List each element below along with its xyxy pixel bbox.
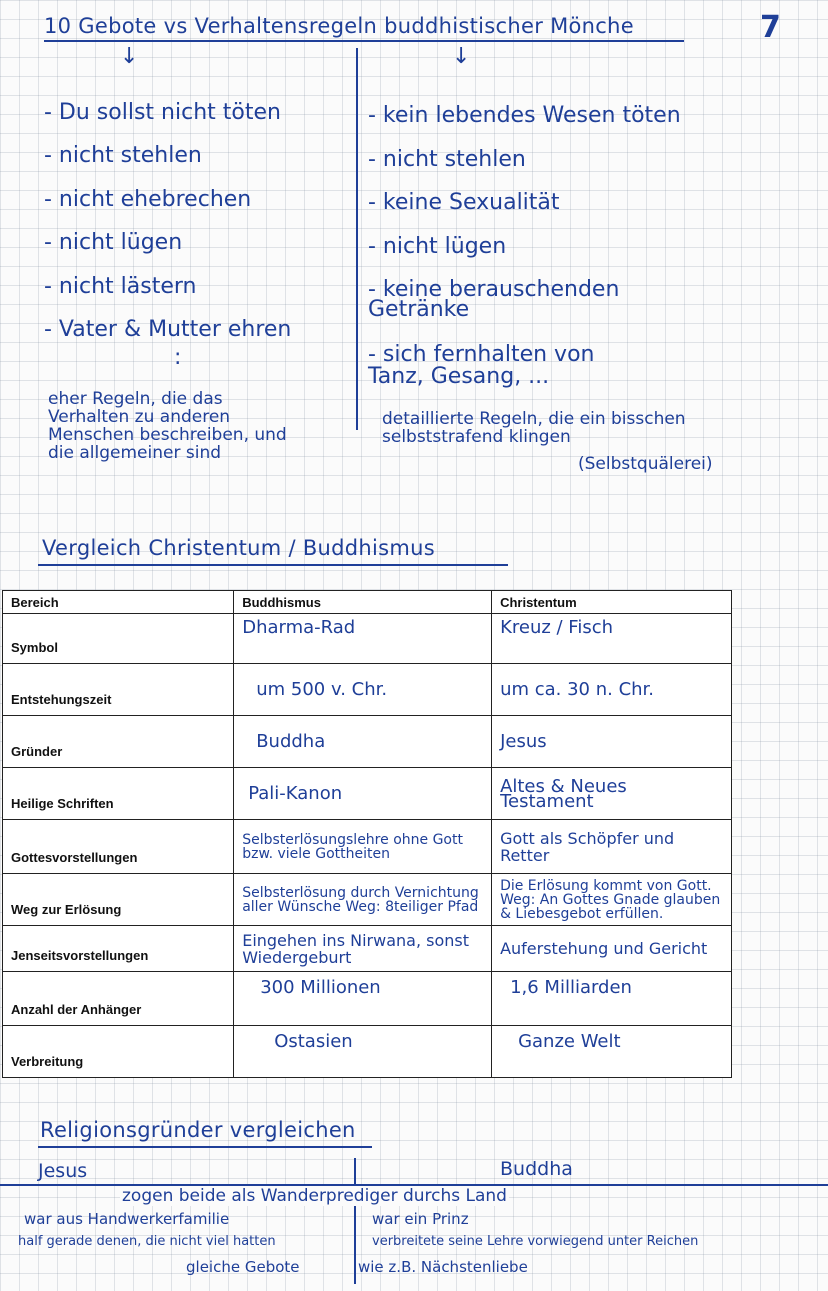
cell-buddhism: Buddha [234, 716, 492, 768]
list-item: - keine berauschenden Getränke [368, 277, 620, 322]
cell-christianity: 1,6 Milliarden [492, 972, 732, 1026]
shared-rules-example: wie z.B. Nächstenliebe [358, 1258, 528, 1276]
row-label: Gründer [3, 716, 234, 768]
list-item: - keine Sexualität [368, 190, 560, 215]
table-row [3, 926, 732, 972]
list-item: - nicht lügen [44, 230, 183, 255]
cell-christianity: Altes & Neues Testament [492, 768, 732, 820]
row-label: Entstehungszeit [3, 664, 234, 716]
list-item: - nicht stehlen [368, 147, 526, 172]
table-row [3, 768, 732, 820]
cell-buddhism: um 500 v. Chr. [234, 664, 492, 716]
list-item: - nicht lästern [44, 274, 197, 299]
row-label: Verbreitung [3, 1026, 234, 1078]
table-row [3, 716, 732, 768]
arrow-down-icon: ↓ [120, 44, 139, 69]
header-area: Bereich [3, 591, 234, 614]
list-item: - nicht lügen [368, 234, 507, 259]
jesus-origin: war aus Handwerkerfamilie [24, 1210, 230, 1228]
cell-christianity: Ganze Welt [492, 1026, 732, 1078]
row-label: Weg zur Erlösung [3, 874, 234, 926]
column-divider [356, 48, 358, 430]
buddha-origin: war ein Prinz [372, 1210, 469, 1228]
list-item: - sich fernhalten von Tanz, Gesang, ... [368, 342, 595, 389]
row-label: Anzahl der Anhänger [3, 972, 234, 1026]
cell-christianity: Gott als Schöpfer und Retter [492, 820, 732, 874]
list-item: - kein lebendes Wesen töten [368, 103, 681, 128]
cell-christianity: Jesus [492, 716, 732, 768]
table-row [3, 614, 732, 664]
table-row [3, 664, 732, 716]
founder-heading-jesus: Jesus [38, 1160, 88, 1182]
section-title-founders: Religionsgründer vergleichen [40, 1118, 356, 1142]
shared-rules: gleiche Gebote [186, 1258, 300, 1276]
row-label: Jenseitsvorstellungen [3, 926, 234, 972]
commandments-note: eher Regeln, die das Verhalten zu anderen Menschen beschreiben, und die allgemeiner sind [48, 389, 287, 463]
cell-christianity: Kreuz / Fisch [492, 614, 732, 664]
founders-divider [354, 1158, 356, 1284]
jesus-focus: half gerade denen, die nicht viel hatten [18, 1234, 276, 1249]
buddha-focus: verbreitete seine Lehre vorwiegend unter Reichen [372, 1234, 699, 1249]
cell-buddhism: Selbsterlösungslehre ohne Gott bzw. viele Gottheiten [234, 820, 492, 874]
table-header-row [3, 591, 732, 614]
header-christianity: Christentum [492, 591, 732, 614]
header-buddhism: Buddhismus [234, 591, 492, 614]
list-item: - nicht stehlen [44, 143, 202, 168]
founders-shared: zogen beide als Wanderprediger durchs Land [122, 1186, 507, 1206]
cell-buddhism: Dharma-Rad [234, 614, 492, 664]
title-underline [38, 564, 508, 566]
monk-rules-aside: (Selbstquälerei) [578, 454, 713, 474]
cell-buddhism: Pali-Kanon [234, 768, 492, 820]
table-row [3, 820, 732, 874]
monk-rules-note: detaillierte Regeln, die ein bisschen selbststrafend klingen [382, 409, 686, 447]
list-item: - Du sollst nicht töten [44, 100, 281, 125]
page-number: 7 [760, 10, 781, 45]
cell-buddhism: Eingehen ins Nirwana, sonst Wiedergeburt [234, 926, 492, 972]
cell-buddhism: Selbsterlösung durch Vernichtung aller Wünsche Weg: 8teiliger Pfad [234, 874, 492, 926]
section-title-comparison: Vergleich Christentum / Buddhismus [42, 536, 436, 560]
cell-buddhism: Ostasien [234, 1026, 492, 1078]
row-label: Gottesvorstellungen [3, 820, 234, 874]
cell-christianity: um ca. 30 n. Chr. [492, 664, 732, 716]
section-title-commandments: 10 Gebote vs Verhaltensregeln buddhistischer Mönche [44, 14, 634, 38]
table-row [3, 972, 732, 1026]
list-item: - Vater & Mutter ehren [44, 317, 292, 342]
comparison-table [2, 590, 732, 1078]
list-item: - nicht ehebrechen [44, 187, 252, 212]
founder-heading-buddha: Buddha [500, 1158, 573, 1180]
row-label: Heilige Schriften [3, 768, 234, 820]
cell-christianity: Die Erlösung kommt von Gott. Weg: An Gottes Gnade glauben & Liebesgebot erfüllen. [492, 874, 732, 926]
title-underline [38, 1146, 372, 1148]
table-row [3, 874, 732, 926]
cell-buddhism: 300 Millionen [234, 972, 492, 1026]
title-underline [44, 40, 684, 42]
arrow-down-icon: ↓ [452, 44, 471, 69]
row-label: Symbol [3, 614, 234, 664]
table-row [3, 1026, 732, 1078]
cell-christianity: Auferstehung und Gericht [492, 926, 732, 972]
ellipsis-mark: : [174, 345, 182, 370]
